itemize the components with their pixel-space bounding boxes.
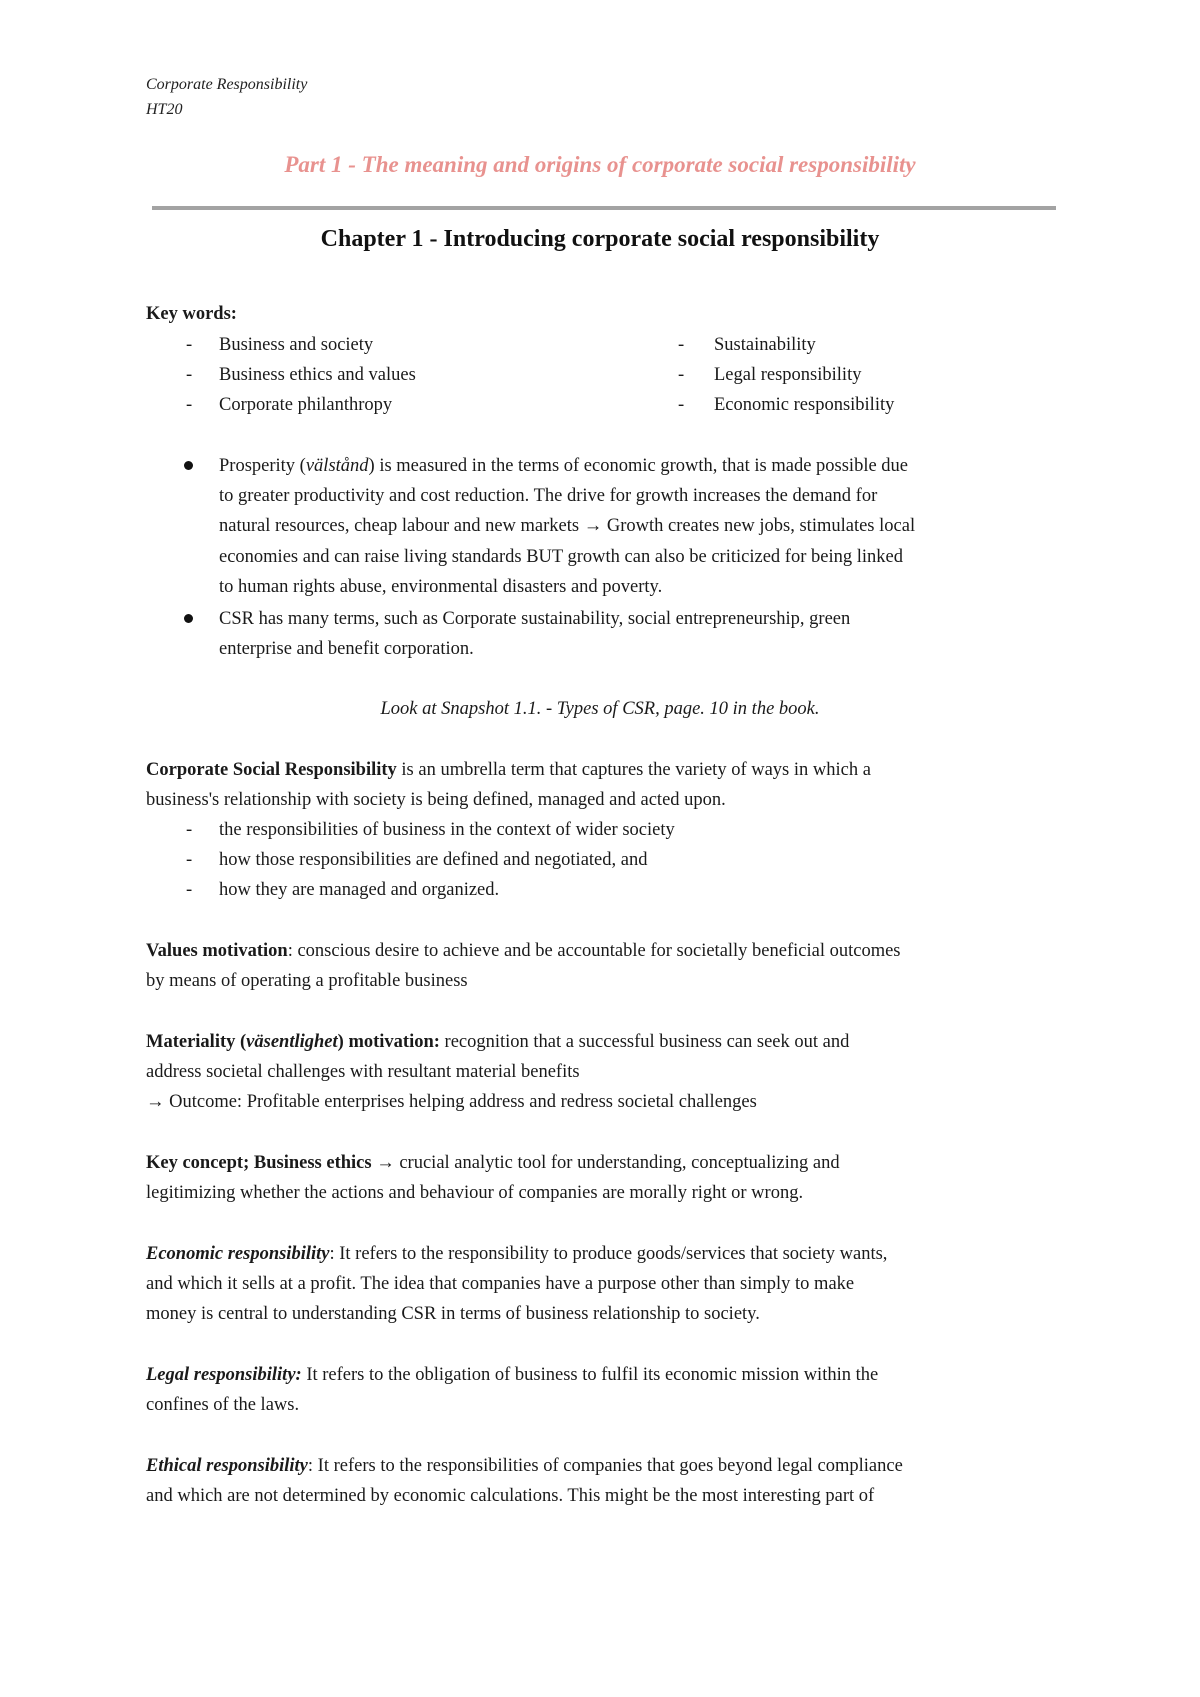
paragraph-line: Materiality (väsentlighet) motivation: recognition that a successful business can seek out and: [146, 1032, 850, 1052]
dash-marker: -: [678, 365, 685, 385]
paragraph-line: and which it sells at a profit. The idea that companies have a purpose other than simply to make: [146, 1274, 855, 1294]
list-item: how those responsibilities are defined and negotiated, and: [219, 850, 648, 870]
paragraph-line: Economic responsibility: It refers to the responsibility to produce goods/services that society wants,: [146, 1244, 888, 1264]
header-course: Corporate Responsibility: [146, 76, 308, 93]
part-title: Part 1 - The meaning and origins of corporate social responsibility: [284, 152, 916, 177]
dash-marker: -: [678, 335, 685, 355]
bullet-line: CSR has many terms, such as Corporate sustainability, social entrepreneurship, green: [219, 609, 851, 629]
bullet-line: enterprise and benefit corporation.: [219, 639, 474, 659]
key-word-item: Economic responsibility: [714, 395, 895, 415]
paragraph-line: Values motivation: conscious desire to achieve and be accountable for societally beneficial outcomes: [146, 941, 901, 961]
paragraph-line: by means of operating a profitable business: [146, 971, 468, 991]
bullet-line: economies and can raise living standards BUT growth can also be criticized for being linked: [219, 547, 903, 567]
paragraph-line: legitimizing whether the actions and behaviour of companies are morally right or wrong.: [146, 1183, 804, 1203]
dash-marker: -: [186, 365, 193, 385]
key-word-item: Business ethics and values: [219, 365, 416, 385]
list-item: how they are managed and organized.: [219, 880, 500, 900]
paragraph-line: business's relationship with society is being defined, managed and acted upon.: [146, 790, 726, 810]
header-term: HT20: [146, 101, 183, 118]
paragraph-line: address societal challenges with resultant material benefits: [146, 1062, 580, 1082]
key-word-item: Corporate philanthropy: [219, 395, 393, 415]
paragraph-line: Legal responsibility: It refers to the obligation of business to fulfil its economic mission within the: [146, 1365, 879, 1385]
paragraph-line: Key concept; Business ethics → crucial analytic tool for understanding, conceptualizing and: [146, 1153, 840, 1173]
dash-marker: -: [186, 335, 193, 355]
dash-marker: -: [186, 880, 193, 900]
horizontal-rule: [152, 206, 1056, 210]
key-words-label: Key words:: [146, 304, 237, 324]
paragraph-line: money is central to understanding CSR in terms of business relationship to society.: [146, 1304, 760, 1324]
dash-marker: -: [186, 850, 193, 870]
bullet-line: to greater productivity and cost reduction. The drive for growth increases the demand for: [219, 486, 878, 506]
bullet-line: Prosperity (välstånd) is measured in the terms of economic growth, that is made possible due: [219, 456, 909, 476]
key-word-item: Sustainability: [714, 335, 816, 355]
bullet-dot-icon: [184, 614, 193, 623]
paragraph-line: and which are not determined by economic calculations. This might be the most interesting part of: [146, 1486, 875, 1506]
paragraph-line: Ethical responsibility: It refers to the responsibilities of companies that goes beyond legal compliance: [146, 1456, 903, 1476]
paragraph-line: confines of the laws.: [146, 1395, 300, 1415]
dash-marker: -: [186, 820, 193, 840]
bullet-line: natural resources, cheap labour and new markets → Growth creates new jobs, stimulates local: [219, 516, 916, 536]
bullet-line: to human rights abuse, environmental disasters and poverty.: [219, 577, 663, 597]
bullet-dot-icon: [184, 461, 193, 470]
list-item: the responsibilities of business in the context of wider society: [219, 820, 675, 840]
paragraph-line: Corporate Social Responsibility is an umbrella term that captures the variety of ways in which a: [146, 760, 871, 780]
snapshot-note: Look at Snapshot 1.1. - Types of CSR, page. 10 in the book.: [380, 699, 820, 719]
key-word-item: Legal responsibility: [714, 365, 862, 385]
paragraph-line: → Outcome: Profitable enterprises helping address and redress societal challenges: [146, 1092, 757, 1112]
dash-marker: -: [186, 395, 193, 415]
chapter-title: Chapter 1 - Introducing corporate social responsibility: [320, 226, 880, 252]
dash-marker: -: [678, 395, 685, 415]
key-word-item: Business and society: [219, 335, 374, 355]
